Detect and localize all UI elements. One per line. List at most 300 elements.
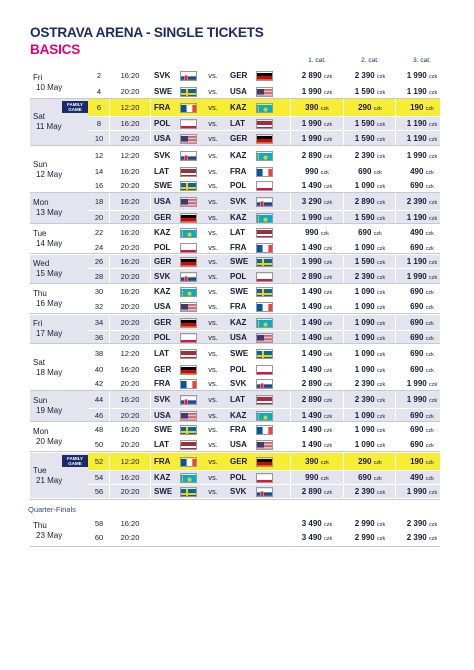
team-home: LAT: [154, 440, 169, 449]
currency-label: czk: [373, 476, 382, 482]
game-time: 20:20: [120, 333, 140, 342]
price-cat3: [397, 225, 447, 240]
price-cat2: [345, 315, 395, 330]
flag-kaz-icon: [256, 103, 273, 113]
versus-label: vs.: [208, 411, 218, 420]
game-time: 20:20: [120, 134, 140, 143]
price-value: 1 990: [301, 134, 322, 143]
currency-label: czk: [377, 216, 386, 222]
family-game-badge: FAMILY GAME: [62, 455, 88, 467]
price-value: 1 990: [406, 395, 427, 404]
price-cat2: [345, 179, 395, 192]
game-number: 32: [94, 302, 104, 311]
flag-fra-icon: [180, 457, 197, 467]
versus-label: vs.: [208, 119, 218, 128]
currency-label: czk: [377, 321, 386, 327]
family-game-badge: FAMILY GAME: [62, 101, 88, 113]
day-label: [30, 391, 88, 421]
row-divider: [30, 499, 440, 500]
game-time: 20:20: [120, 243, 140, 252]
currency-label: czk: [324, 321, 333, 327]
currency-label: czk: [425, 368, 434, 374]
currency-label: czk: [320, 106, 329, 112]
currency-label: czk: [324, 305, 333, 311]
price-cat3: [397, 345, 447, 362]
currency-label: czk: [377, 74, 386, 80]
currency-label: czk: [377, 414, 386, 420]
day-name: Sat: [33, 357, 46, 367]
price-cat1: [292, 269, 342, 284]
flag-kaz-icon: [256, 411, 273, 421]
price-value: 690: [358, 167, 372, 176]
price-value: 1 090: [354, 365, 375, 374]
price-value: 690: [410, 440, 424, 449]
price-value: 1 190: [406, 134, 427, 143]
versus-label: vs.: [208, 473, 218, 482]
day-label: [30, 285, 88, 313]
game-number: 4: [96, 87, 102, 96]
flag-lat-icon: [256, 119, 273, 129]
currency-label: czk: [324, 275, 333, 281]
currency-label: czk: [320, 476, 329, 482]
price-value: 690: [410, 318, 424, 327]
team-home: USA: [154, 411, 171, 420]
team-away: POL: [230, 181, 247, 190]
price-value: 3 290: [301, 197, 322, 206]
price-value: 190: [410, 457, 424, 466]
day-name: Tue: [33, 229, 47, 238]
currency-label: czk: [429, 122, 438, 128]
team-home: GER: [154, 365, 172, 374]
price-cat2: [345, 423, 395, 436]
game-number: 12: [94, 151, 104, 160]
game-row: [88, 391, 440, 408]
price-cat2: [345, 377, 395, 390]
price-cat3: [397, 131, 447, 146]
price-value: 1 990: [406, 487, 427, 496]
flag-usa-icon: [180, 411, 197, 421]
price-value: 690: [410, 243, 424, 252]
game-time: 16:20: [120, 257, 140, 266]
game-row: [88, 315, 440, 330]
flag-swe-icon: [180, 487, 197, 497]
team-home: FRA: [154, 457, 171, 466]
team-away: FRA: [230, 302, 247, 311]
team-home: POL: [154, 119, 171, 128]
game-row: [88, 517, 440, 531]
price-cat1: [292, 471, 342, 484]
currency-label: czk: [429, 200, 438, 206]
currency-label: czk: [425, 336, 434, 342]
price-cat2: [345, 255, 395, 268]
team-away: SWE: [230, 287, 249, 296]
price-value: 2 890: [301, 379, 322, 388]
flag-usa-icon: [180, 134, 197, 144]
game-row: [88, 179, 440, 192]
game-number: 38: [94, 349, 104, 358]
currency-label: czk: [429, 398, 438, 404]
currency-label: czk: [324, 336, 333, 342]
team-home: POL: [154, 243, 171, 252]
price-cat1: [292, 179, 342, 192]
currency-label: czk: [320, 170, 329, 176]
flag-swe-icon: [256, 349, 273, 359]
team-home: GER: [154, 257, 172, 266]
day-label: [30, 255, 88, 283]
row-divider: [30, 546, 440, 547]
price-value: 690: [410, 365, 424, 374]
price-cat2: [345, 225, 395, 240]
price-cat1: [292, 67, 342, 84]
price-cat1: [292, 423, 342, 436]
versus-label: vs.: [208, 487, 218, 496]
flag-pol-icon: [180, 333, 197, 343]
page-subtitle: BASICS: [30, 42, 81, 57]
price-value: 1 490: [301, 181, 322, 190]
currency-label: czk: [429, 522, 438, 528]
price-value: 1 090: [354, 349, 375, 358]
currency-label: czk: [429, 137, 438, 143]
price-value: 1 490: [301, 411, 322, 420]
team-away: POL: [230, 473, 247, 482]
flag-svk-icon: [180, 272, 197, 282]
currency-label: czk: [429, 275, 438, 281]
price-value: 990: [305, 228, 319, 237]
flag-svk-icon: [256, 487, 273, 497]
price-value: 1 090: [354, 181, 375, 190]
flag-fra-icon: [256, 425, 273, 435]
price-cat2: [345, 131, 395, 146]
day-date: 14 May: [36, 239, 63, 248]
price-cat1: [292, 437, 342, 452]
flag-svk-icon: [180, 395, 197, 405]
day-date: 20 May: [36, 437, 63, 446]
team-away: POL: [230, 272, 247, 281]
price-value: 2 390: [354, 272, 375, 281]
flag-fra-icon: [256, 302, 273, 312]
price-cat3: [397, 165, 447, 178]
currency-label: czk: [324, 246, 333, 252]
currency-label: czk: [320, 460, 329, 466]
price-cat1: [292, 165, 342, 178]
flag-lat-icon: [180, 167, 197, 177]
versus-label: vs.: [208, 213, 218, 222]
day-name: Sat: [33, 112, 46, 121]
price-cat3: [397, 423, 447, 436]
day-date: 12 May: [36, 169, 63, 179]
price-cat2: [345, 471, 395, 484]
price-cat2: [345, 193, 395, 210]
currency-label: czk: [425, 231, 434, 237]
game-time: 12:20: [120, 349, 140, 358]
flag-usa-icon: [256, 440, 273, 450]
currency-label: czk: [425, 184, 434, 190]
day-date: 16 May: [36, 299, 63, 308]
flag-lat-icon: [180, 349, 197, 359]
price-value: 1 090: [354, 411, 375, 420]
currency-label: czk: [373, 231, 382, 237]
game-row: [88, 299, 440, 314]
row-divider: [30, 451, 440, 452]
currency-label: czk: [377, 246, 386, 252]
team-home: SWE: [154, 181, 173, 190]
price-value: 1 590: [354, 213, 375, 222]
price-value: 690: [358, 473, 372, 482]
currency-label: czk: [429, 382, 438, 388]
versus-label: vs.: [208, 134, 218, 143]
currency-label: czk: [324, 398, 333, 404]
day-date: 17 May: [36, 329, 63, 338]
game-number: 16: [94, 181, 104, 190]
price-value: 1 590: [354, 134, 375, 143]
cat1-header: 1. cat.: [308, 57, 326, 64]
price-cat3: [397, 285, 447, 298]
price-value: 1 090: [354, 243, 375, 252]
price-value: 490: [410, 167, 424, 176]
price-cat2: [345, 437, 395, 452]
game-time: 16:20: [120, 197, 140, 206]
flag-kaz-icon: [256, 213, 273, 223]
game-time: 16:20: [120, 425, 140, 434]
day-label: [30, 315, 88, 343]
day-label: [30, 147, 88, 192]
price-value: 3 490: [301, 519, 322, 528]
day-name: Tue: [33, 465, 47, 475]
currency-label: czk: [324, 536, 333, 542]
versus-label: vs.: [208, 457, 218, 466]
price-value: 1 490: [301, 287, 322, 296]
game-number: 24: [94, 243, 104, 252]
price-value: 2 890: [301, 395, 322, 404]
game-row: [88, 85, 440, 98]
price-cat1: [292, 315, 342, 330]
versus-label: vs.: [208, 167, 218, 176]
flag-fra-icon: [180, 103, 197, 113]
versus-label: vs.: [208, 425, 218, 434]
currency-label: czk: [425, 460, 434, 466]
price-cat2: [345, 285, 395, 298]
team-home: USA: [154, 302, 171, 311]
price-cat2: [345, 99, 395, 116]
price-value: 690: [410, 302, 424, 311]
team-away: GER: [230, 134, 248, 143]
price-cat1: [292, 193, 342, 210]
game-number: 54: [94, 473, 104, 482]
team-away: SVK: [230, 487, 247, 496]
versus-label: vs.: [208, 379, 218, 388]
row-divider: [30, 223, 440, 224]
team-away: USA: [230, 440, 247, 449]
price-cat2: [345, 117, 395, 130]
day-name: Sun: [33, 396, 48, 405]
price-value: 690: [410, 411, 424, 420]
price-cat1: [292, 99, 342, 116]
versus-label: vs.: [208, 287, 218, 296]
game-number: 34: [94, 318, 104, 327]
flag-svk-icon: [180, 151, 197, 161]
currency-label: czk: [377, 382, 386, 388]
game-number: 20: [94, 213, 104, 222]
team-away: KAZ: [230, 103, 247, 112]
day-date: 19 May: [36, 406, 63, 415]
versus-label: vs.: [208, 257, 218, 266]
price-value: 1 990: [301, 213, 322, 222]
row-divider: [30, 192, 440, 193]
game-row: [88, 99, 440, 116]
game-row: [88, 165, 440, 178]
day-date: 23 May: [36, 531, 63, 540]
flag-pol-icon: [256, 365, 273, 375]
currency-label: czk: [324, 428, 333, 434]
currency-label: czk: [324, 74, 333, 80]
price-value: 690: [410, 287, 424, 296]
flag-pol-icon: [256, 473, 273, 483]
price-value: 990: [305, 473, 319, 482]
team-home: GER: [154, 318, 172, 327]
price-cat2: [345, 363, 395, 376]
game-time: 16:20: [120, 473, 140, 482]
flag-ger-icon: [256, 71, 273, 81]
day-date: 15 May: [36, 269, 63, 278]
price-value: 2 890: [301, 151, 322, 160]
price-value: 1 990: [406, 379, 427, 388]
game-number: 46: [94, 411, 104, 420]
game-time: 16:20: [120, 119, 140, 128]
currency-label: czk: [373, 106, 382, 112]
price-cat2: [345, 85, 395, 98]
game-time: 20:20: [120, 487, 140, 496]
price-value: 2 390: [406, 533, 427, 542]
flag-svk-icon: [256, 197, 273, 207]
versus-label: vs.: [208, 181, 218, 190]
price-value: 1 090: [354, 287, 375, 296]
price-value: 690: [410, 333, 424, 342]
game-number: 52: [94, 457, 104, 466]
price-cat2: [345, 453, 395, 470]
currency-label: czk: [373, 460, 382, 466]
game-time: 12:20: [120, 103, 140, 112]
currency-label: czk: [377, 398, 386, 404]
currency-label: czk: [429, 260, 438, 266]
currency-label: czk: [377, 336, 386, 342]
team-away: LAT: [230, 395, 245, 404]
versus-label: vs.: [208, 302, 218, 311]
team-away: KAZ: [230, 213, 247, 222]
price-cat3: [397, 269, 447, 284]
price-value: 1 090: [354, 302, 375, 311]
price-cat3: [397, 299, 447, 314]
price-cat3: [397, 179, 447, 192]
price-value: 1 090: [354, 440, 375, 449]
flag-ger-icon: [180, 257, 197, 267]
game-number: 40: [94, 365, 104, 374]
price-cat1: [292, 517, 342, 531]
currency-label: czk: [377, 122, 386, 128]
price-value: 1 490: [301, 243, 322, 252]
day-label: [30, 423, 88, 451]
day-label: [30, 517, 88, 545]
game-number: 2: [96, 71, 102, 80]
price-value: 690: [410, 425, 424, 434]
game-number: 26: [94, 257, 104, 266]
currency-label: czk: [377, 490, 386, 496]
flag-svk-icon: [256, 379, 273, 389]
flag-lat-icon: [180, 440, 197, 450]
price-cat1: [292, 391, 342, 408]
currency-label: czk: [425, 476, 434, 482]
price-value: 1 590: [354, 119, 375, 128]
game-time: 20:20: [120, 302, 140, 311]
game-row: [88, 423, 440, 436]
game-number: 22: [94, 228, 104, 237]
price-cat2: [345, 345, 395, 362]
game-row: [88, 363, 440, 376]
versus-label: vs.: [208, 151, 218, 160]
game-time: 20:20: [120, 181, 140, 190]
row-divider: [30, 253, 440, 254]
price-value: 2 390: [354, 379, 375, 388]
flag-svk-icon: [180, 71, 197, 81]
price-cat3: [397, 437, 447, 452]
day-name: Sun: [33, 159, 48, 169]
price-cat3: [397, 363, 447, 376]
flag-ger-icon: [180, 365, 197, 375]
price-value: 1 490: [301, 440, 322, 449]
game-time: 20:20: [120, 213, 140, 222]
day-name: Fri: [33, 319, 43, 328]
currency-label: czk: [324, 184, 333, 190]
game-row: [88, 485, 440, 498]
cat2-header: 2. cat.: [361, 57, 379, 64]
flag-lat-icon: [256, 395, 273, 405]
currency-label: czk: [324, 352, 333, 358]
team-away: LAT: [230, 119, 245, 128]
versus-label: vs.: [208, 71, 218, 80]
price-cat2: [345, 531, 395, 545]
game-row: [88, 377, 440, 390]
game-number: 60: [94, 533, 104, 542]
price-cat1: [292, 285, 342, 298]
currency-label: czk: [377, 368, 386, 374]
price-value: 190: [410, 103, 424, 112]
price-value: 690: [358, 228, 372, 237]
row-divider: [30, 390, 440, 391]
team-away: USA: [230, 333, 247, 342]
price-value: 1 490: [301, 333, 322, 342]
flag-usa-icon: [256, 333, 273, 343]
price-value: 1 490: [301, 349, 322, 358]
price-cat1: [292, 131, 342, 146]
versus-label: vs.: [208, 103, 218, 112]
price-cat3: [397, 85, 447, 98]
currency-label: czk: [425, 414, 434, 420]
currency-label: czk: [377, 90, 386, 96]
team-home: SVK: [154, 272, 171, 281]
price-cat1: [292, 345, 342, 362]
price-cat3: [397, 193, 447, 210]
team-away: SVK: [230, 379, 247, 388]
row-divider: [30, 98, 440, 99]
price-cat2: [345, 391, 395, 408]
game-time: 20:20: [120, 379, 140, 388]
day-name: Thu: [33, 289, 47, 298]
game-row: [88, 193, 440, 210]
price-cat2: [345, 147, 395, 164]
price-cat1: [292, 147, 342, 164]
game-number: 30: [94, 287, 104, 296]
team-home: SWE: [154, 87, 173, 96]
versus-label: vs.: [208, 395, 218, 404]
